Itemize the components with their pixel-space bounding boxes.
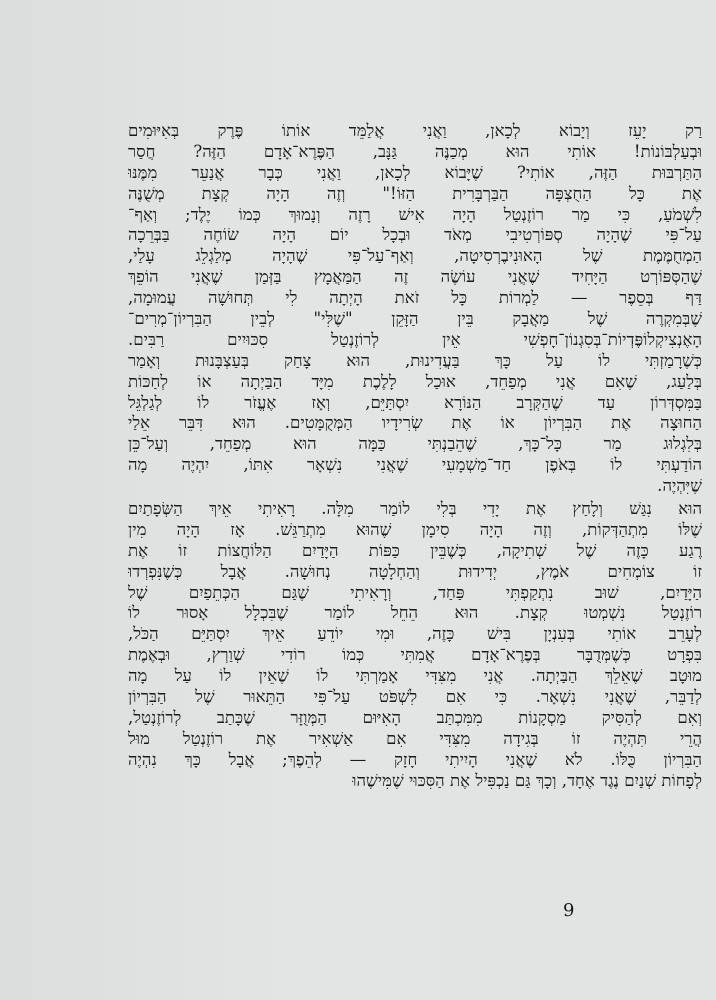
text-line: הַבִּרְיוֹן כֻּלּוֹ. לֹא שֶׁאֲנִי הָיִיתִי חָזָק — לְהֵפֶךְ; אֲבָל כָּךְ נִהְיֶה xyxy=(128,749,702,769)
text-line: מוּטָב שֶׁאֵלֵךְ הַבַּיְתָה. אֲנִי מִצִּדִּי אָמַרְתִּי לוֹ שֶׁאֵין לוֹ עַל מָה xyxy=(128,666,702,686)
text-line: לִשְׁמֹעַ, כִּי מַר רוֹזֶנְטַל הָיָה אִישׁ רָזֶה וְנָמוּךְ כְּמוֹ יֶלֶד; וְאַף־ xyxy=(128,204,702,224)
text-line: הַתַּרְבּוּת הַזֶּה, אוֹתִי? שֶׁיָּבוֹא לְכָאן, וַאֲנִי כְּבָר אֲנַעֵר מִמֶּנּוּ xyxy=(128,162,702,182)
text-line: בְּלַעַג, שֶׁאִם אֲנִי מְפַחֵד, אוּכַל לָלֶכֶת מִיָּד הַבַּיְתָה אוֹ לְחַכּוֹת xyxy=(128,371,702,391)
text-line: הוּא נִגַּשׁ וְלָחַץ אֶת יָדִי בְּלִי לוֹמַר מִלָּה. רָאִיתִי אֵיךְ הַשְּׂפָתַיִם xyxy=(128,499,702,519)
text-line: רוֹזֶנְטַל נִשְׁמְטוּ קְצָת. הוּא הֵחֵל לוֹמַר שֶׁבִּכְלָל אָסוּר לוֹ xyxy=(128,603,702,623)
paragraph xyxy=(128,499,702,791)
text-line: שֶׁיִּהְיֶה. xyxy=(657,476,702,496)
text-line: הֲרֵי תִּהְיֶה זוֹ בְּגִידָה מִצִּדִּי אִם אַשְׁאִיר אֶת רוֹזֶנְטַל מוּל xyxy=(128,728,702,748)
text-line: וּבְעַלְבּוֹנוֹת! אוֹתִי הוּא מְכַנֶּה גַּנָּב, הַפֶּרֶא־אָדָם הַזֶּה? חֲסַר xyxy=(128,141,702,161)
text-line: לְעָרֵב אוֹתִי בְּעִנְיָן בִּישׁ כָּזֶה, וּמִי יוֹדֵעַ אֵיךְ יִסְתַּיֵּם הַכֹּל, xyxy=(128,624,702,644)
paragraph xyxy=(128,121,702,497)
text-line: רַק יָעֵז וְיָבוֹא לְכָאן, וַאֲנִי אֲלַמֵּד אוֹתוֹ פֶּרֶק בְּאִיּוּמִים xyxy=(128,121,702,140)
text-line: וְאִם לְהַסִּיק מַסְקָנוֹת מִמִּכְתַּב הָאִיּוּם הַמְּוֻזָּר שֶׁכָּתַב לְרוֹזֶנְטַל, xyxy=(128,707,702,727)
text-line: בִּפְרָט כְּשֶׁמְּדֻבָּר בְּפֶרֶא־אָדָם אֲמִתִּי כְּמוֹ רוֹדִי שְׁוַרְץ, וּבְאֶמֶת xyxy=(128,645,702,665)
page-number: 9 xyxy=(563,900,575,921)
text-line: זוֹ צוֹמְחִים אֹמֶץ, יְדִידוּת וְהַחְלָטָה נְחוּשָׁה. אֲבָל כְּשֶׁנִּפְרְדוּ xyxy=(128,561,702,581)
text-line: לְדַבֵּר, שֶׁאֲנִי נִשְׁאָר. כִּי אִם לִשְׁפֹּט עַל־פִּי הַתֵּאוּר שֶׁל הַבִּרְיוֹן xyxy=(128,687,702,707)
text-line: לְפָחוֹת שְׁנַיִם נֶגֶד אֶחָד, וְכָךְ גַּם נַכְפִּיל אֶת הַסִּכּוּי שֶׁמִּישֶׁהוּ xyxy=(352,770,702,790)
text-line: הוֹדַעְתִּי לוֹ בְּאֹפֶן חַד־מַשְׁמָעִי שֶׁאֲנִי נִשְׁאָר אִתּוֹ, יִהְיֶה מָה xyxy=(128,455,702,475)
text-line: דַּף בְּסֵפֶר — לַמְרוֹת כָּל זֹאת הָיְתָה לִי תְּחוּשָׁה עֲמוּמָה, xyxy=(128,288,702,308)
text-line: הַמְחֻמֶּמֶת שֶׁל הָאוּנִיבֶרְסִיטָה, וְאַף־עַל־פִּי שֶׁהָיָה מְלַגְלֵג עָלַי, xyxy=(128,246,702,266)
text-line: הַיָּדַיִם, שׁוּב נִתְקַפְתִּי פַּחַד, וְרָאִיתִי שֶׁגַּם הַכְּתֵפַיִם שֶׁל xyxy=(128,582,702,602)
body-text xyxy=(128,121,702,792)
text-line: כְּשֶׁרָמַזְתִּי לוֹ עַל כָּךְ בַּעֲדִינוּת, הוּא צָחַק בְּעַצְבָּנוּת וְאָמַר xyxy=(128,350,702,370)
text-line: הָאֶנְצִיקְלוֹפֶּדְיוֹת־בְּסִגְנוֹן־חָפְשִׁי אֵין לְרוֹזֶנְטַל סִכּוּיִים רַבִּים. xyxy=(128,329,702,349)
text-line: שֶׁלּוֹ מִתְהַדְּקוֹת, וְזֶה הָיָה סִימָן שֶׁהוּא מִתְרַגֵּשׁ. אָז הָיָה מִין xyxy=(128,519,702,539)
text-line: שֶׁהַסְּפּוֹרְט הַיָּחִיד שֶׁאֲנִי עוֹשֶׂה זֶה הַמַּאֲמָץ בַּזְּמַן שֶׁאֲנִי הוֹפֵךְ xyxy=(128,267,702,287)
text-line: הַחוּצָה אֶת הַבִּרְיוֹן אוֹ אֶת שְׂרִידָיו הַמְּקֻמָּטִים. הוּא דִּבֵּר אֵלַי xyxy=(128,413,702,433)
text-line: עַל־פִּי שֶׁהָיָה סְפּוֹרְטִיבִי מְאֹד וּבְכָל יוֹם הָיָה שׂוֹחֶה בַּבְּרֵכָה xyxy=(128,225,702,245)
text-line: רֶגַע כָּזֶה שֶׁל שְׁתִיקָה, כְּשֶׁבֵּין כַּפּוֹת הַיָּדַיִם הַלּוֹחֲצוֹת זוֹ אֶת xyxy=(128,540,702,560)
text-line: אֶת כָּל הַחֻצְפָּה הַבַּרְבָּרִית הַזּוֹ!" וְזֶה הָיָה קְצָת מְשֻׁנֶּה xyxy=(128,183,702,203)
text-line: בַּמִּסְדְּרוֹן עַד שֶׁהַקְּרָב הַנּוֹרָא יִסְתַּיֵּם, וְאָז אֶעֱזֹר לוֹ לְגַלְגֵּל xyxy=(128,392,702,412)
text-line: בְּלִגְלוּג מַר כָּל־כָּךְ, שֶׁהֵבַנְתִּי כַּמָּה הוּא מְפַחֵד, וְעַל־כֵּן xyxy=(128,434,702,454)
text-line: שֶׁבְּמִקְרֶה שֶׁל מַאֲבָק בֵּין הַזָּקֵן "שֶׁלִּי" לְבֵין הַבִּרְיוֹן־מְרִים־ xyxy=(128,309,702,329)
